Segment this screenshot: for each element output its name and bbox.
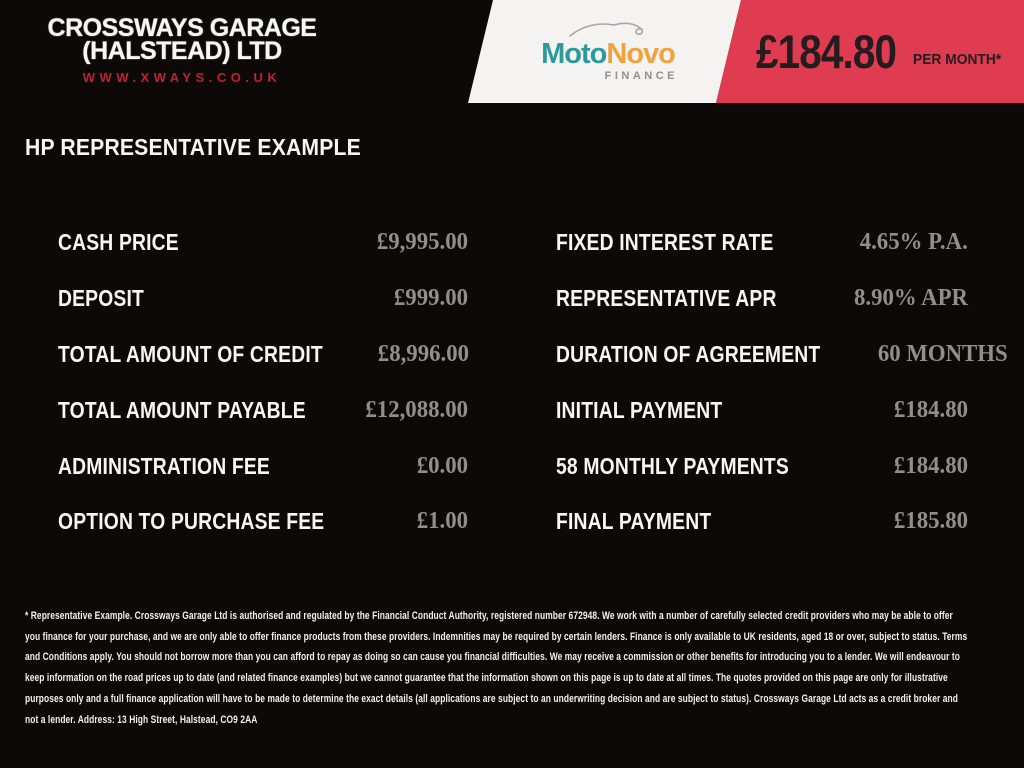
disclaimer-text: * Representative Example. Crossways Garage Ltd is authorised and regulated by the Financial Conduct Authority, registered number 672948. We work with a number of carefully selected credit providers who may be able to offer you finance for your purchase, and we are only able to offer finance products from these providers. Indemnities may be required by certain lenders. Finance is only available to UK residents, aged 18 or over, subject to status. Terms and Conditions apply. You should not borrow more than you can afford to repay as doing so can cause you financial difficulties. We may receive a commission or other benefits for introducing you to a lender. We will endeavour to keep information on the road prices up to date (and related finance examples) but we cannot guarantee that the information shown on this page is up to date at all times. The quotes provided on this page are only for illustrative purposes only and a full finance application will have to be made to determine the exact details (all applications are subject to an underwriting decision and are subject to status). Crossways Garage Ltd acts as a credit broker and not a lender. Address: 13 High Street, Halstead, CO9 2AA bbox=[25, 610, 968, 726]
motonovo-logo bbox=[528, 20, 688, 82]
row-value: £8,996.00 bbox=[378, 340, 470, 367]
dealer-logo bbox=[42, 14, 322, 85]
car-swoosh-icon bbox=[568, 20, 652, 40]
price-amount: £184.80 bbox=[756, 25, 897, 78]
table-row bbox=[556, 271, 968, 327]
monthly-price bbox=[756, 24, 1009, 79]
row-value: 8.90% APR bbox=[854, 285, 968, 312]
row-label: ADMINISTRATION FEE bbox=[58, 452, 270, 479]
row-label: 58 MONTHLY PAYMENTS bbox=[556, 452, 789, 479]
row-value: £1.00 bbox=[416, 508, 468, 535]
table-row bbox=[58, 494, 468, 550]
row-value: £999.00 bbox=[393, 285, 468, 312]
row-label: REPRESENTATIVE APR bbox=[556, 285, 777, 312]
table-row bbox=[556, 215, 968, 271]
finance-table-right bbox=[556, 215, 1008, 550]
table-row bbox=[58, 215, 468, 271]
row-value: £0.00 bbox=[416, 452, 468, 479]
table-row bbox=[556, 438, 968, 494]
brand-wordmark bbox=[528, 40, 688, 68]
price-suffix: PER MONTH* bbox=[912, 51, 1002, 68]
row-label: DURATION OF AGREEMENT bbox=[556, 340, 821, 367]
table-row bbox=[58, 271, 468, 327]
row-value: 4.65% P.A. bbox=[859, 229, 968, 256]
row-value: £9,995.00 bbox=[376, 229, 468, 256]
dealer-name-line1: CROSSWAYS GARAGE bbox=[47, 14, 317, 42]
table-row bbox=[58, 382, 468, 438]
row-label: OPTION TO PURCHASE FEE bbox=[58, 508, 325, 535]
dealer-name-line2: (HALSTEAD) LTD bbox=[82, 37, 282, 65]
table-row bbox=[58, 438, 468, 494]
row-value: £185.80 bbox=[893, 508, 968, 535]
row-value: £184.80 bbox=[893, 396, 968, 423]
table-row bbox=[556, 382, 968, 438]
finance-table-left bbox=[58, 215, 468, 550]
table-row bbox=[556, 494, 968, 550]
brand-moto: Moto bbox=[541, 38, 607, 70]
row-label: TOTAL AMOUNT PAYABLE bbox=[58, 396, 306, 423]
brand-finance: FINANCE bbox=[604, 70, 678, 82]
row-label: TOTAL AMOUNT OF CREDIT bbox=[58, 340, 323, 367]
row-label: FIXED INTEREST RATE bbox=[556, 229, 774, 256]
row-label: CASH PRICE bbox=[58, 229, 179, 256]
row-label: INITIAL PAYMENT bbox=[556, 396, 723, 423]
row-label: FINAL PAYMENT bbox=[556, 508, 712, 535]
header-band bbox=[0, 0, 1024, 103]
row-value: £184.80 bbox=[893, 452, 968, 479]
page-title: HP REPRESENTATIVE EXAMPLE bbox=[25, 134, 361, 160]
row-value: 60 MONTHS bbox=[877, 340, 1008, 367]
row-value: £12,088.00 bbox=[365, 396, 468, 423]
table-row bbox=[556, 327, 1008, 383]
table-row bbox=[58, 327, 468, 383]
dealer-website: WWW.XWAYS.CO.UK bbox=[82, 70, 282, 85]
brand-novo: Novo bbox=[606, 38, 675, 70]
row-label: DEPOSIT bbox=[58, 285, 144, 312]
